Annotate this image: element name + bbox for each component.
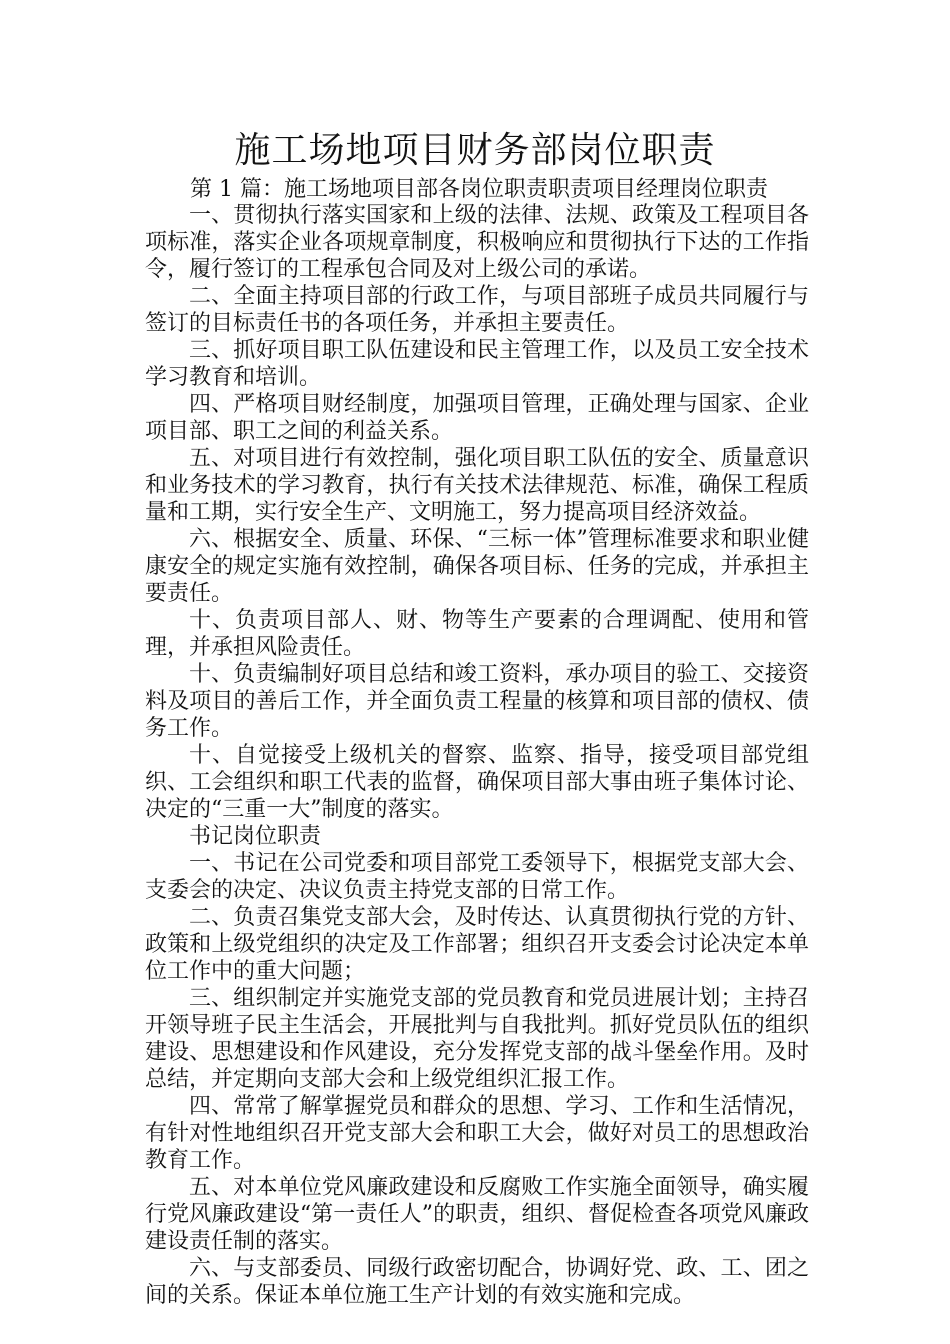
paragraph: 一、贯彻执行落实国家和上级的法律、法规、政策及工程项目各项标准，落实企业各项规章制度，积极响应和贯彻执行下达的工作指令，履行签订的工程承包合同及对上级公司的承诺。 — [145, 203, 809, 282]
paragraph: 二、负责召集党支部大会，及时传达、认真贯彻执行党的方针、政策和上级党组织的决定及工作部署；组织召开支委会讨论决定本单位工作中的重大问题； — [145, 905, 809, 984]
section-heading: 第 1 篇：施工场地项目部各岗位职责职责项目经理岗位职责 — [190, 177, 768, 202]
paragraph: 六、与支部委员、同级行政密切配合，协调好党、政、工、团之间的关系。保证本单位施工生产计划的有效实施和完成。 — [145, 1256, 809, 1308]
paragraph: 六、根据安全、质量、环保、“三标一体”管理标准要求和职业健康安全的规定实施有效控制，确保各项目标、任务的完成，并承担主要责任。 — [145, 527, 809, 606]
paragraph: 十、负责编制好项目总结和竣工资料，承办项目的验工、交接资料及项目的善后工作，并全面负责工程量的核算和项目部的债权、债务工作。 — [145, 662, 809, 741]
subsection-heading: 书记岗位职责 — [189, 824, 322, 849]
document-title: 施工场地项目财务部岗位职责 — [234, 130, 716, 171]
paragraph: 三、抓好项目职工队伍建设和民主管理工作，以及员工安全技术学习教育和培训。 — [145, 338, 809, 390]
document-body — [145, 202, 809, 1309]
paragraph: 二、全面主持项目部的行政工作，与项目部班子成员共同履行与签订的目标责任书的各项任务，并承担主要责任。 — [145, 284, 809, 336]
paragraph: 一、书记在公司党委和项目部党工委领导下，根据党支部大会、支委会的决定、决议负责主持党支部的日常工作。 — [145, 851, 809, 903]
paragraph: 十、自觉接受上级机关的督察、监察、指导，接受项目部党组织、工会组织和职工代表的监督，确保项目部大事由班子集体讨论、决定的“三重一大”制度的落实。 — [145, 743, 809, 822]
paragraph: 四、常常了解掌握党员和群众的思想、学习、工作和生活情况，有针对性地组织召开党支部大会和职工大会，做好对员工的思想政治教育工作。 — [145, 1094, 809, 1173]
paragraph: 五、对项目进行有效控制，强化项目职工队伍的安全、质量意识和业务技术的学习教育，执行有关技术法律规范、标准，确保工程质量和工期，实行安全生产、文明施工，努力提高项目经济效益。 — [145, 446, 809, 525]
paragraph: 四、严格项目财经制度，加强项目管理，正确处理与国家、企业项目部、职工之间的利益关系。 — [145, 392, 809, 444]
paragraph: 三、组织制定并实施党支部的党员教育和党员进展计划；主持召开领导班子民主生活会，开展批判与自我批判。抓好党员队伍的组织建设、思想建设和作风建设，充分发挥党支部的战斗堡垒作用。及时总结，并定期向支部大会和上级党组织汇报工作。 — [145, 986, 809, 1092]
paragraph: 十、负责项目部人、财、物等生产要素的合理调配、使用和管理，并承担风险责任。 — [145, 608, 809, 660]
paragraph: 五、对本单位党风廉政建设和反腐败工作实施全面领导，确实履行党风廉政建设“第一责任人”的职责，组织、督促检查各项党风廉政建设责任制的落实。 — [145, 1175, 809, 1254]
